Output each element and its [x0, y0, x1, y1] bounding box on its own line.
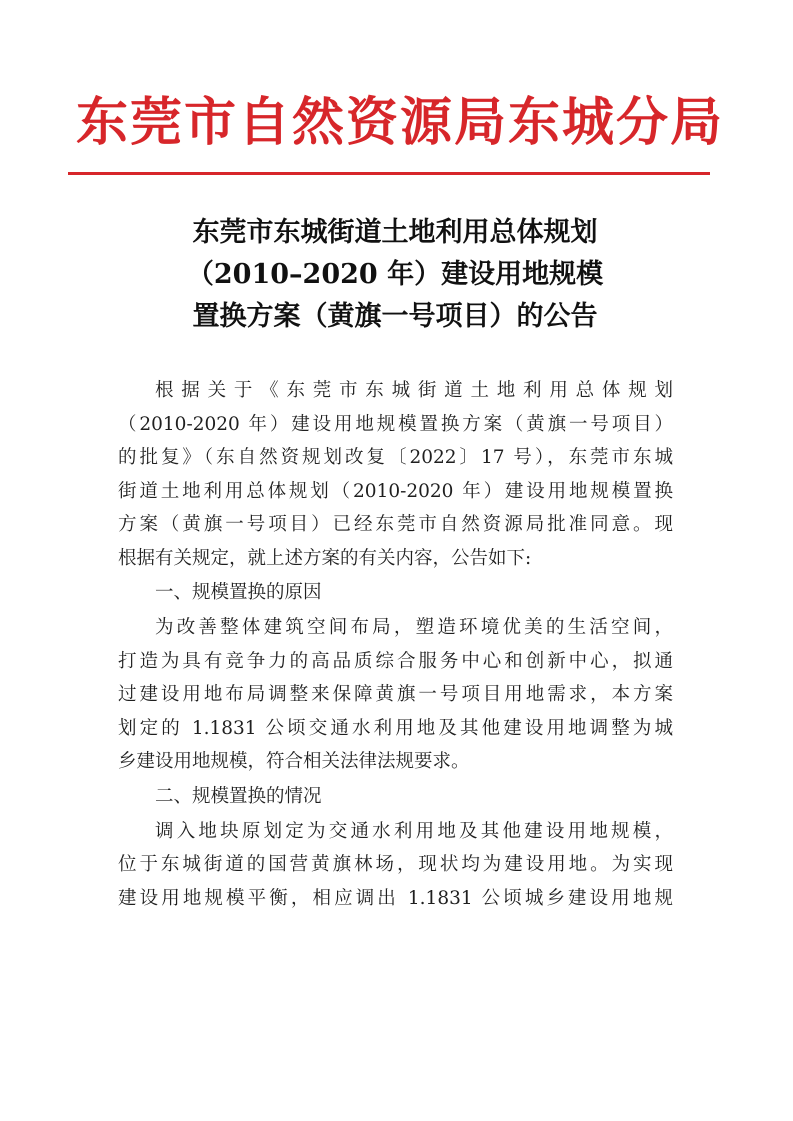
notice-title — [100, 212, 690, 338]
notice-title-line-3: 置换方案（黄旗一号项目）的公告 — [192, 301, 598, 332]
letterhead-red-rule — [68, 172, 710, 175]
section-1-line-4: 划定的 1.1831 公顷交通水利用地及其他建设用地调整为城 — [118, 717, 673, 739]
intro-line-2: （2010-2020 年）建设用地规模置换方案（黄旗一号项目） — [118, 413, 673, 435]
section-2-line-2: 位于东城街道的国营黄旗林场，现状均为建设用地。为实现 — [118, 854, 673, 875]
org-letterhead-title: 东莞市自然资源局东城分局 — [75, 92, 724, 153]
section-1-paragraph — [118, 611, 673, 779]
section-1-line-3: 过建设用地布局调整来保障黄旗一号项目用地需求，本方案 — [118, 684, 673, 705]
section-2-paragraph — [118, 815, 673, 916]
notice-body — [118, 374, 673, 915]
section-1-heading: 一、规模置换的原因 — [155, 582, 322, 603]
notice-title-line-2: （2010–2020 年）建设用地规模 — [186, 259, 604, 290]
intro-line-3: 的批复》（东自然资规划改复〔2022〕17 号），东莞市东城 — [118, 447, 673, 468]
section-1-line-2: 打造为具有竞争力的高品质综合服务中心和创新中心，拟通 — [118, 650, 673, 672]
section-1-line-5: 乡建设用地规模，符合相关法律法规要求。 — [118, 751, 470, 772]
section-1-line-1: 为改善整体建筑空间布局，塑造环境优美的生活空间， — [155, 617, 673, 638]
notice-title-line-1: 东莞市东城街道土地利用总体规划 — [192, 217, 598, 248]
section-2-heading: 二、规模置换的情况 — [155, 785, 322, 807]
intro-paragraph — [118, 374, 673, 575]
intro-line-6: 根据有关规定，就上述方案的有关内容，公告如下: — [118, 547, 532, 569]
intro-line-4: 街道土地利用总体规划（2010-2020 年）建设用地规模置换 — [118, 480, 673, 502]
intro-line-1: 根据关于《东莞市东城街道土地利用总体规划 — [155, 380, 673, 401]
section-2-line-3: 建设用地规模平衡，相应调出 1.1831 公顷城乡建设用地规 — [118, 887, 673, 909]
intro-line-5: 方案（黄旗一号项目）已经东莞市自然资源局批准同意。现 — [118, 514, 673, 535]
section-2-line-1: 调入地块原划定为交通水利用地及其他建设用地规模， — [155, 820, 673, 842]
